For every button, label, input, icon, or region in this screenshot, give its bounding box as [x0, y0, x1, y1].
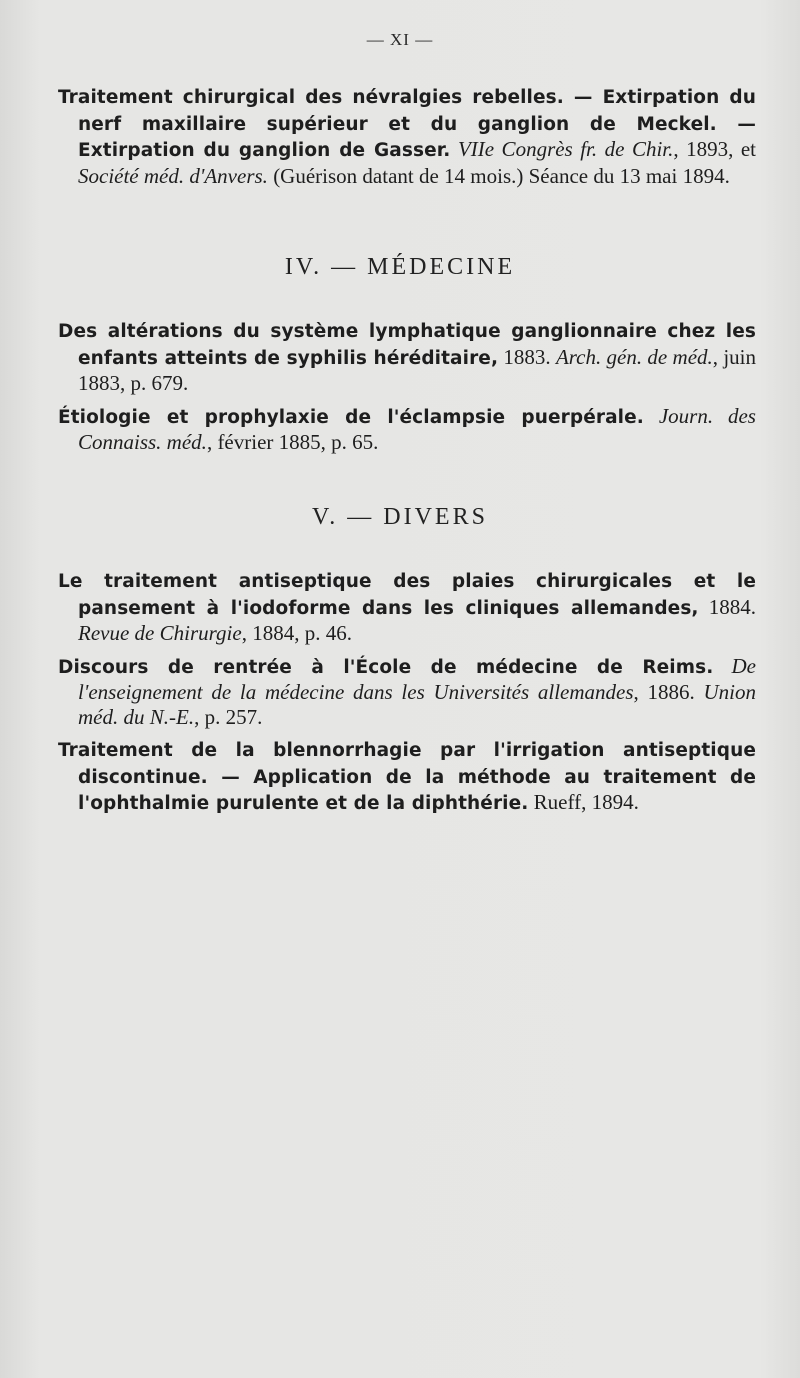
entry-journal: Union méd. du N.-E. [78, 680, 757, 729]
entry-details: , juin 1883, p. 679. [78, 344, 757, 395]
entry-title: Traitement chirurgical des névralgies rebelles. — Extirpation du nerf maxillaire supérieur et du ganglion de Meckel. — Extirpation du ganglion de Gasser. [58, 87, 756, 161]
entry-details: , février 1885, p. 65. [206, 430, 379, 454]
section-heading-medecine: IV. — MÉDECINE [284, 254, 516, 280]
entry-details: , 1886. [633, 680, 704, 704]
entry-details: 1883. [498, 344, 556, 369]
entry-journal: De l'enseignement de la médecine dans les Universités allemandes [78, 653, 756, 704]
entry-title: Étiologie et prophylaxie de l'éclampsie puerpérale. [58, 406, 644, 428]
bibliography-entry [58, 318, 756, 396]
entry-details: 1884. [698, 594, 756, 619]
page-number: — XI — [366, 30, 434, 49]
entry-journal: Arch. gén. de méd. [555, 344, 713, 369]
entry-details: , 1884, p. 46. [241, 621, 352, 645]
entry-title: Le traitement antiseptique des plaies chirurgicales et le pansement à l'iodoforme dans les cliniques allemandes, [58, 571, 756, 619]
entry-details: Rueff, 1894. [528, 790, 639, 814]
entry-details: , 1893, et [673, 137, 757, 161]
entry-journal: VIIe Congrès fr. de Chir. [457, 137, 674, 161]
entry-title: Discours de rentrée à l'École de médecine de Reims. [58, 656, 714, 678]
entry-details: , p. 257. [194, 704, 263, 729]
entry-details: (Guérison datant de 14 mois.) Séance du 13 mai 1894. [267, 163, 730, 188]
entry-details [644, 404, 659, 428]
bibliography-entry [58, 404, 756, 455]
section-heading-divers: V. — DIVERS [312, 504, 488, 530]
section-medecine-entries [58, 318, 756, 455]
entry-journal: Revue de Chirurgie [78, 621, 242, 645]
entry-details [713, 654, 731, 678]
entry-journal: Société méd. d'Anvers. [78, 163, 268, 188]
bibliography-entry [58, 568, 756, 646]
bibliography-entry [58, 84, 756, 188]
section-divers-entries [58, 568, 756, 817]
entry-title: Des altérations du système lymphatique ganglionnaire chez les enfants atteints de syphilis héréditaire, [58, 321, 756, 369]
entry-title: Traitement de la blennorrhagie par l'irrigation antiseptique discontinue. — Application de la méthode au traitement de l'ophthalmie purulente et de la diphthérie. [58, 740, 756, 814]
bibliography-entry [58, 737, 756, 817]
bibliography-entry [58, 654, 756, 730]
intro-entry-block [58, 84, 756, 188]
entry-journal: Journ. des Connaiss. méd. [78, 403, 756, 454]
